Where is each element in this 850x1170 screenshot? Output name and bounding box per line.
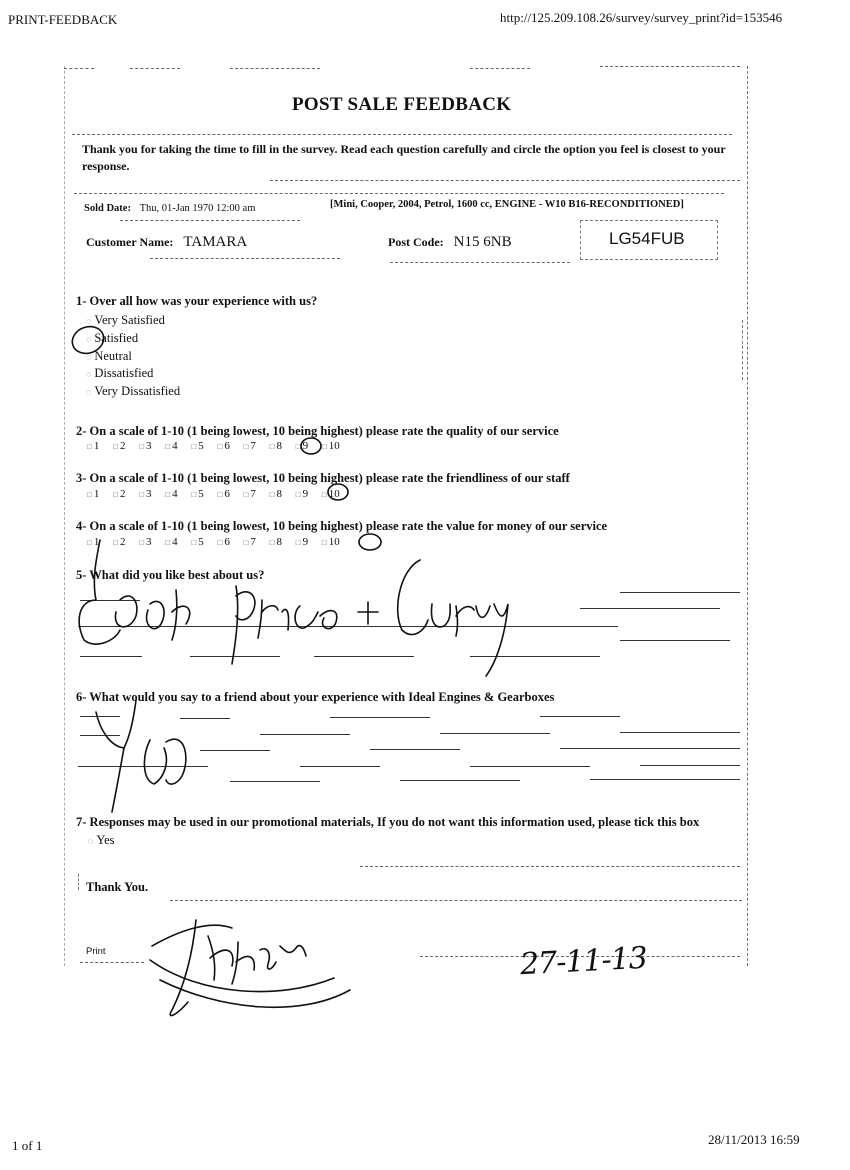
sold-date-label: Sold Date:: [84, 203, 131, 214]
question-1-options: [86, 312, 180, 401]
print-label: Print: [86, 946, 106, 957]
intro-text: Thank you for taking the time to fill in the survey. Read each question carefully and circle the option you feel is closest to your response.: [82, 142, 726, 173]
question-4-label: 4- On a scale of 1-10 (1 being lowest, 10 being highest) please rate the value for money of our service: [76, 519, 608, 533]
question-6-label: 6- What would you say to a friend about your experience with Ideal Engines & Gearboxes: [76, 690, 555, 704]
radio-icon: ◌: [86, 351, 92, 362]
print-timestamp: 28/11/2013 16:59: [708, 1132, 800, 1147]
print-header-title: PRINT-FEEDBACK: [8, 12, 118, 27]
post-code-label: Post Code:: [388, 235, 444, 249]
registration-box: LG54FUB: [580, 220, 718, 260]
question-1-label: 1- Over all how was your experience with us?: [76, 294, 318, 308]
question-3-scale: □ 1 □ 2 □ 3 □ 4 □ 5 □ 6 □ 7 □ 8 □ 9 □ 10: [87, 488, 340, 500]
print-header-url: http://125.209.108.26/survey/survey_print?id=153546: [500, 10, 783, 25]
question-4-scale: □ 1 □ 2 □ 3 □ 4 □ 5 □ 6 □ 7 □ 8 □ 9 □ 10: [87, 536, 340, 548]
question-7-option-yes[interactable]: ◌ Yes: [88, 833, 115, 847]
question-2-scale: □ 1 □ 2 □ 3 □ 4 □ 5 □ 6 □ 7 □ 8 □ 9 □ 10: [87, 440, 340, 452]
form-title: POST SALE FEEDBACK: [292, 94, 512, 115]
question-3-label: 3- On a scale of 1-10 (1 being lowest, 10 being highest) please rate the friendliness of our staff: [76, 471, 570, 485]
question-7-label: 7- Responses may be used in our promotional materials, If you do not want this information used, please tick this box: [76, 815, 700, 829]
thank-you-text: Thank You.: [86, 880, 149, 894]
radio-icon: ◌: [86, 316, 92, 326]
option-neutral[interactable]: ◌ Neutral: [86, 348, 132, 363]
radio-icon: ◌: [86, 369, 92, 380]
customer-name-label: Customer Name:: [86, 235, 174, 249]
option-satisfied[interactable]: ◌ Satisfied: [86, 330, 139, 345]
sold-date-value: Thu, 01-Jan 1970 12:00 am: [139, 203, 256, 214]
radio-icon: ◌: [86, 387, 92, 398]
handwritten-date: 27-11-13: [519, 940, 648, 983]
question-5-label: 5- What did you like best about us?: [76, 568, 265, 582]
option-very-dissatisfied[interactable]: ◌ Very Dissatisfied: [86, 384, 181, 399]
radio-icon: ◌: [86, 333, 92, 344]
vehicle-details: [Mini, Cooper, 2004, Petrol, 1600 cc, ENGINE - W10 B16-RECONDITIONED]: [330, 199, 684, 210]
page-count: 1 of 1: [12, 1138, 43, 1153]
customer-name-value: TAMARA: [183, 234, 248, 250]
option-dissatisfied[interactable]: ◌ Dissatisfied: [86, 366, 154, 381]
post-code-value: N15 6NB: [453, 234, 512, 250]
question-2-label: 2- On a scale of 1-10 (1 being lowest, 10 being highest) please rate the quality of our service: [76, 424, 559, 438]
option-very-satisfied[interactable]: ◌ Very Satisfied: [86, 313, 165, 327]
radio-icon: ◌: [88, 836, 94, 846]
